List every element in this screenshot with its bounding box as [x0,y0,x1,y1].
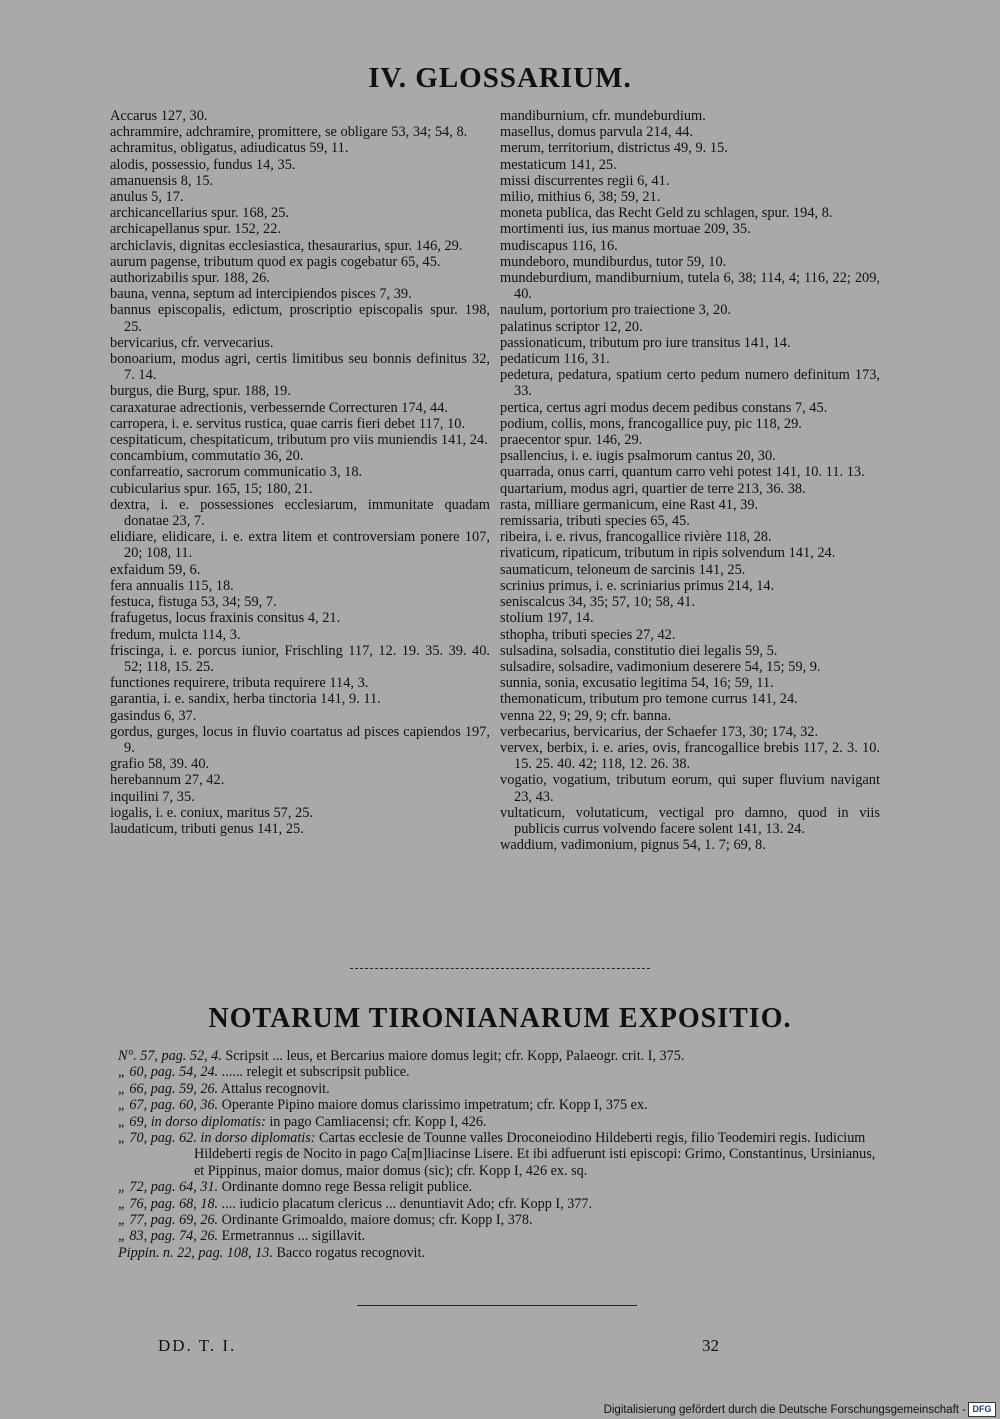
glossary-entry: mundeboro, mundiburdus, tutor 59, 10. [500,253,727,270]
note-reference: „ 60, pag. 54, 24. [118,1064,219,1081]
glossary-entry: authorizabilis spur. 188, 26. [110,270,270,287]
glossary-entry: herebannum 27, 42. [110,772,225,789]
glossary-entry: laudaticum, tributi genus 141, 25. [110,820,304,837]
note-reference: „ 66, pag. 59, 26. [118,1080,219,1097]
glossary-entry: cespitaticum, chespitaticum, tributum pro viis muniendis 141, 24. [110,432,488,449]
glossary-entry: sthopha, tributi species 27, 42. [500,626,676,643]
glossary-entry: bauna, venna, septum ad intercipiendos pisces 7, 39. [110,286,412,303]
glossary-entry: archiclavis, dignitas ecclesiastica, thesaurarius, spur. 146, 29. [110,237,463,254]
glossary-entry: pedaticum 116, 31. [500,351,610,368]
glossary-entry: naulum, portorium pro traiectione 3, 20. [500,302,731,319]
glossary-entry: cubicularius spur. 165, 15; 180, 21. [110,480,313,497]
note-text: Cartas ecclesie de Tounne valles Droconeiodino Hildeberti regis, filio Teodemiri regis. Iudicium Hildeberti regis de Nocito in pago Ca[m]liacinse Lisere. Et ibi adfuerunt isti episcopi: Grimo, Constantinus, Ursinianus, et Pippinus, maior domus, maior domus (sic); cfr. Kopp I, 426 ex. sq. [194,1130,876,1179]
glossary-entry: psallencius, i. e. iugis psalmorum cantus 20, 30. [500,448,776,465]
dfg-logo-icon: DFG [968,1402,996,1417]
glossary-entry: milio, mithius 6, 38; 59, 21. [500,189,661,206]
glossary-entry: pedetura, pedatura, spatium certo pedum numero definitum 173, 33. [500,367,880,400]
glossary-entry: merum, territorium, districtus 49, 9. 15. [500,140,728,157]
note-reference: Pippin. n. 22, pag. 108, 13. [118,1244,273,1261]
glossary-entry: vultaticum, volutaticum, vectigal pro damno, quod in viis publicis currus volvendo facere solent 141, 13. 24. [500,804,880,837]
glossary-entry: garantia, i. e. sandix, herba tinctoria 141, 9. 11. [110,691,381,708]
glossary-entry: grafio 58, 39. 40. [110,756,210,773]
glossary-entry: caraxaturae adrectionis, verbessernde Correcturen 174, 44. [110,399,449,416]
glossary-entry: sulsadire, solsadire, vadimonium deserere 54, 15; 59, 9. [500,658,821,675]
glossary-entry: saumaticum, teloneum de sarcinis 141, 25. [500,561,746,578]
page-number: 32 [702,1336,719,1355]
glossary-entry: passionaticum, tributum pro iure transitus 141, 14. [500,334,791,351]
glossarium-right-column [500,108,880,853]
glossary-entry: fera annualis 115, 18. [110,577,234,594]
note-text: Attalus recognovit. [218,1080,330,1097]
glossary-entry: mundeburdium, mandiburnium, tutela 6, 38; 114, 4; 116, 22; 209, 40. [500,270,880,303]
glossary-entry: vogatio, vogatium, tributum eorum, qui super fluvium navigant 23, 43. [500,772,880,805]
glossary-entry: mestaticum 141, 25. [500,156,617,173]
note-text: Operante Pipino maiore domus clarissimo impetratum; cfr. Kopp I, 375 ex. [218,1097,648,1114]
glossary-entry: moneta publica, das Recht Geld zu schlagen, spur. 194, 8. [500,205,833,222]
glossary-entry: mortimenti ius, ius manus mortuae 209, 35. [500,221,751,238]
note-text: Scripsit ... leus, et Bercarius maiore domus legit; cfr. Kopp, Palaeogr. crit. I, 375. [221,1048,685,1064]
glossary-entry: iogalis, i. e. coniux, maritus 57, 25. [110,804,314,821]
glossary-entry: carropera, i. e. servitus rustica, quae carris fieri debet 117, 10. [110,415,466,432]
glossary-entry: verbecarius, bervicarius, der Schaefer 173, 30; 174, 32. [500,723,819,740]
tironian-note [118,1097,880,1113]
glossary-entry: concambium, commutatio 36, 20. [110,448,304,465]
glossary-entry: gasindus 6, 37. [110,707,197,724]
glossary-entry: waddium, vadimonium, pignus 54, 1. 7; 69, 8. [500,837,766,854]
glossary-entry: archicapellanus spur. 152, 22. [110,221,282,238]
volume-label: DD. T. I. [158,1336,237,1355]
tironian-note [118,1114,880,1130]
glossarium-left-column [110,108,490,837]
note-reference: „ 76, pag. 68, 18. [118,1195,219,1212]
glossary-entry: festuca, fistuga 53, 34; 59, 7. [110,594,277,611]
glossary-entry: gordus, gurges, locus in fluvio coartatus ad pisces capiendos 197, 9. [110,723,490,756]
note-text: Bacco rogatus recognovit. [272,1244,425,1261]
glossary-entry: achramitus, obligatus, adiudicatus 59, 11. [110,140,349,157]
glossary-entry: seniscalcus 34, 35; 57, 10; 58, 41. [500,594,696,611]
tironian-note [118,1179,880,1195]
note-text: Ordinante domno rege Bessa religit publice. [218,1179,473,1196]
glossary-entry: praecentor spur. 146, 29. [500,432,643,449]
note-text: ...... relegit et subscripsit publice. [218,1064,410,1081]
glossary-entry: pertica, certus agri modus decem pedibus constans 7, 45. [500,399,828,416]
footer-divider [357,1305,637,1306]
glossary-entry: mandiburnium, cfr. mundeburdium. [500,108,706,124]
glossary-entry: quartarium, modus agri, quartier de terre 213, 36. 38. [500,480,806,497]
glossary-entry: burgus, die Burg, spur. 188, 19. [110,383,291,400]
note-reference: N°. 57, pag. 52, 4. [118,1048,222,1064]
glossary-entry: functiones requirere, tributa requirere 114, 3. [110,675,369,692]
tironian-note [118,1228,880,1244]
glossary-entry: mudiscapus 116, 16. [500,237,618,254]
tironian-notes-list [118,1048,880,1261]
tironian-note [118,1130,880,1179]
glossary-entry: archicancellarius spur. 168, 25. [110,205,290,222]
tironian-note [118,1212,880,1228]
tironian-note [118,1064,880,1080]
glossary-entry: stolium 197, 14. [500,610,594,627]
note-text: Ermetrannus ... sigillavit. [218,1228,366,1245]
tironian-note [118,1196,880,1212]
glossary-entry: masellus, domus parvula 214, 44. [500,124,694,141]
glossary-entry: remissaria, tributi species 65, 45. [500,513,690,530]
glossary-entry: podium, collis, mons, francogallice puy, pic 118, 29. [500,415,802,432]
glossary-entry: ribeira, i. e. rivus, francogallice rivière 118, 28. [500,529,772,546]
glossary-entry: anulus 5, 17. [110,189,184,206]
glossary-entry: rasta, milliare germanicum, eine Rast 41, 39. [500,496,759,513]
glossary-entry: missi discurrentes regii 6, 41. [500,172,670,189]
note-text: in pago Camliacensi; cfr. Kopp I, 426. [265,1113,487,1130]
note-reference: „ 72, pag. 64, 31. [118,1179,219,1196]
glossary-entry: amanuensis 8, 15. [110,172,214,189]
tironian-note [118,1081,880,1097]
glossary-entry: fredum, mulcta 114, 3. [110,626,241,643]
glossary-entry: vervex, berbix, i. e. aries, ovis, francogallice brebis 117, 2. 3. 10. 15. 25. 40. 42; 118, 12. 26. 38. [500,739,880,773]
glossary-entry: sulsadina, solsadia, constitutio diei legalis 59, 5. [500,642,778,659]
tironian-note [118,1245,880,1261]
tironian-title: NOTARUM TIRONIANARUM EXPOSITIO. [208,1003,792,1034]
glossary-entry: aurum pagense, tributum quod ex pagis cogebatur 65, 45. [110,253,441,270]
glossary-entry: rivaticum, ripaticum, tributum in ripis solvendum 141, 24. [500,545,836,562]
glossary-entry: venna 22, 9; 29, 9; cfr. banna. [500,707,672,724]
section-divider [350,968,650,969]
glossary-entry: sunnia, sonia, excusatio legitima 54, 16; 59, 11. [500,675,774,692]
glossary-entry: Accarus 127, 30. [110,108,208,124]
glossary-entry: elidiare, elidicare, i. e. extra litem et controversiam ponere 107, 20; 108, 11. [110,529,490,562]
glossary-entry: quarrada, onus carri, quantum carro vehi potest 141, 10. 11. 13. [500,464,865,481]
note-reference: „ 69, in dorso diplomatis: [118,1113,266,1130]
note-text: Ordinante Grimoaldo, maiore domus; cfr. Kopp I, 378. [218,1212,533,1229]
glossary-entry: friscinga, i. e. porcus iunior, Frischling 117, 12. 19. 35. 39. 40. 52; 118, 15. 25. [110,642,490,675]
glossary-entry: dextra, i. e. possessiones ecclesiarum, immunitate quadam donatae 23, 7. [110,496,490,530]
note-reference: „ 67, pag. 60, 36. [118,1097,219,1114]
glossary-entry: themonaticum, tributum pro temone currus 141, 24. [500,691,798,708]
glossary-entry: alodis, possessio, fundus 14, 35. [110,156,296,173]
glossary-entry: confarreatio, sacrorum communicatio 3, 18. [110,464,363,481]
glossary-entry: bonoarium, modus agri, certis limitibus seu bonnis definitus 32, 7. 14. [110,351,490,384]
glossary-entry: scrinius primus, i. e. scriniarius primus 214, 14. [500,577,775,594]
glossary-entry: palatinus scriptor 12, 20. [500,318,643,335]
tironian-note [118,1048,880,1064]
glossary-entry: exfaidum 59, 6. [110,561,201,578]
glossary-entry: bervicarius, cfr. vervecarius. [110,334,274,351]
glossary-entry: achrammire, adchramire, promittere, se obligare 53, 34; 54, 8. [110,124,468,141]
glossary-entry: frafugetus, locus fraxinis consitus 4, 21. [110,610,341,627]
glossary-entry: inquilini 7, 35. [110,788,195,805]
digitization-credit: Digitalisierung gefördert durch die Deutsche Forschungsgemeinschaft - [603,1404,966,1416]
glossarium-title: IV. GLOSSARIUM. [368,62,632,94]
note-reference: „ 83, pag. 74, 26. [118,1228,219,1245]
glossary-entry: bannus episcopalis, edictum, proscriptio episcopalis spur. 198, 25. [110,302,490,335]
note-text: .... iudicio placatum clericus ... denuntiavit Ado; cfr. Kopp I, 377. [218,1195,593,1212]
note-reference: „ 70, pag. 62. in dorso diplomatis: [118,1130,316,1147]
note-reference: „ 77, pag. 69, 26. [118,1212,219,1229]
